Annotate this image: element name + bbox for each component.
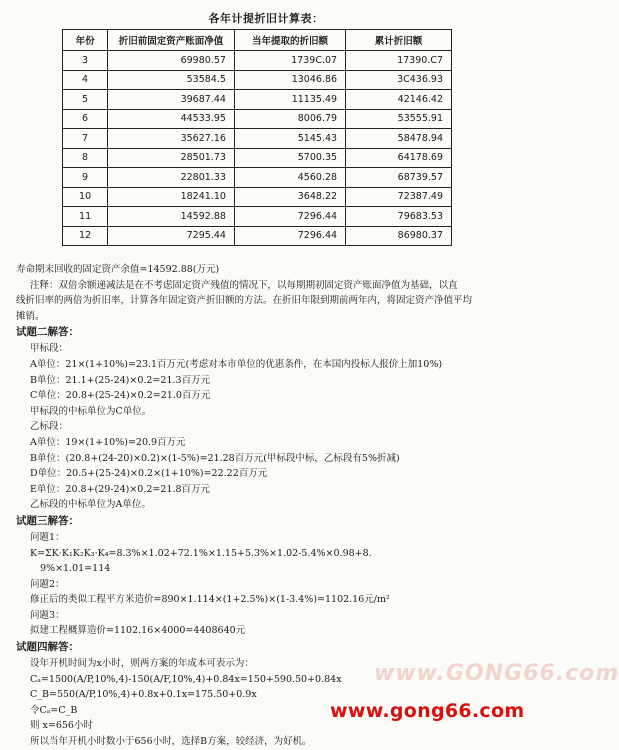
table-row	[63, 129, 452, 149]
text-line: 甲标段的中标单位为C单位。	[30, 405, 152, 417]
text-line: 乙标段的中标单位为A单位。	[30, 499, 151, 511]
table-row	[63, 148, 452, 168]
cell-net-value: 35627.16	[108, 129, 235, 149]
text-line: 问题2：	[30, 578, 65, 590]
cell-annual-depreciation: 5145.43	[234, 129, 345, 149]
text-line: 问题1：	[30, 531, 65, 543]
cell-net-value: 18241.10	[108, 187, 235, 207]
header-net-value: 折旧前固定资产账面净值	[108, 30, 235, 51]
text-line: 则 x=656小时	[30, 720, 93, 732]
cell-year: 12	[63, 226, 108, 246]
cell-annual-depreciation: 8006.79	[234, 109, 345, 129]
text-line: C单位：20.8+(25-24)×0.2=21.0百万元	[30, 390, 211, 402]
cell-cumulative-depreciation: 53555.91	[346, 109, 452, 129]
section-heading: 试题二解答：	[16, 326, 79, 339]
cell-annual-depreciation: 4560.28	[234, 168, 345, 188]
text-line: B单位：(20.8+(24-20)×0.2)×(1-5%)=21.28百万元(甲标段中标，乙标段有5%折减)	[30, 452, 400, 464]
header-year: 年份	[63, 30, 108, 51]
cell-year: 11	[63, 207, 108, 227]
depreciation-table	[62, 29, 452, 246]
section-heading: 试题四解答：	[16, 641, 79, 654]
cell-year: 3	[63, 51, 108, 71]
table-row	[63, 109, 452, 129]
text-line: E单位：20.8+(29-24)×0.2=21.8百万元	[30, 483, 211, 495]
cell-annual-depreciation: 7296.44	[234, 226, 345, 246]
text-line: 甲标段：	[30, 343, 69, 355]
cell-annual-depreciation: 5700.35	[234, 148, 345, 168]
table-header-row	[63, 30, 452, 51]
text-line: 令Cₐ=C_B	[30, 704, 78, 716]
table-body	[63, 51, 452, 246]
cell-year: 10	[63, 187, 108, 207]
text-line: 乙标段：	[30, 421, 69, 433]
cell-cumulative-depreciation: 72387.49	[346, 187, 452, 207]
cell-year: 7	[63, 129, 108, 149]
cell-year: 5	[63, 90, 108, 110]
cell-year: 6	[63, 109, 108, 129]
cell-annual-depreciation: 7296.44	[234, 207, 345, 227]
text-line: 寿命期末回收的固定资产余值=14592.88(万元)	[16, 264, 220, 275]
cell-net-value: 28501.73	[108, 148, 235, 168]
text-line: C_B=550(A/P,10%,4)+0.8x+0.1x=175.50+0.9x	[30, 689, 257, 701]
cell-annual-depreciation: 13046.86	[234, 70, 345, 90]
section-heading: 试题三解答：	[16, 514, 79, 527]
cell-cumulative-depreciation: 79683.53	[346, 207, 452, 227]
table-row	[63, 207, 452, 227]
cell-annual-depreciation: 1739C.07	[234, 51, 345, 71]
table-row	[63, 168, 452, 188]
cell-net-value: 39687.44	[108, 90, 235, 110]
cell-net-value: 44533.95	[108, 109, 235, 129]
cell-cumulative-depreciation: 17390.C7	[346, 51, 452, 71]
cell-cumulative-depreciation: 64178.69	[346, 148, 452, 168]
text-line: B单位：21.1+(25-24)×0.2=21.3百万元	[30, 374, 211, 386]
site-url: www.gong66.com	[330, 700, 525, 722]
cell-cumulative-depreciation: 3C436.93	[346, 70, 452, 90]
text-line: 问题3：	[30, 609, 65, 621]
header-annual-depreciation: 当年提取的折旧额	[234, 30, 345, 51]
cell-cumulative-depreciation: 86980.37	[346, 226, 452, 246]
text-line: D单位：20.5+(25-24)×0.2×(1+10%)=22.22百万元	[30, 468, 268, 480]
cell-annual-depreciation: 11135.49	[234, 90, 345, 110]
text-line: K=ΣK·K₁K₂K₃·K₄=8.3%×1.02+72.1%×1.15+5.3%×1.02-5.4%×0.98+8.	[30, 547, 372, 559]
cell-annual-depreciation: 3648.22	[234, 187, 345, 207]
cell-net-value: 53584.5	[108, 70, 235, 90]
watermark: www.GONG66.com	[374, 661, 619, 686]
text-line: 拟建工程概算造价=1102.16×4000=4408640元	[30, 625, 246, 637]
text-line: A单位：21×(1+10%)=23.1百万元(考虑对本市单位的优惠条件，在本国内投标人报价上加10%)	[30, 358, 443, 370]
text-line: Cₐ=1500(A/P,10%,4)-150(A/F,10%,4)+0.84x=150+590.50+0.84x	[30, 673, 342, 685]
cell-cumulative-depreciation: 42146.42	[346, 90, 452, 110]
table-row	[63, 187, 452, 207]
cell-net-value: 7295.44	[108, 226, 235, 246]
table-row	[63, 226, 452, 246]
cell-net-value: 14592.88	[108, 207, 235, 227]
table-row	[63, 51, 452, 71]
text-line: 注释：双倍余额递减法是在不考虑固定资产残值的情况下，以每期期初固定资产账面净值为基础，以直	[30, 279, 458, 291]
text-line: 所以当年开机小时数小于656小时，选择B方案，较经济，为好机。	[30, 736, 312, 748]
cell-year: 4	[63, 70, 108, 90]
text-line: 线折旧率的两倍为折旧率，计算各年固定资产折旧额的方法。在折旧年限到期前两年内，将固定资产净值平均	[16, 295, 473, 307]
text-line: 9%×1.01=114	[40, 563, 111, 575]
text-line: 摊销。	[16, 310, 45, 322]
header-cumulative-depreciation: 累计折旧额	[346, 30, 452, 51]
cell-net-value: 69980.57	[108, 51, 235, 71]
text-line: A单位：19×(1+10%)=20.9百万元	[30, 436, 186, 448]
cell-year: 9	[63, 168, 108, 188]
text-line: 设年开机时间为x小时，则两方案的年成本可表示为：	[30, 658, 254, 670]
cell-net-value: 22801.33	[108, 168, 235, 188]
cell-year: 8	[63, 148, 108, 168]
cell-cumulative-depreciation: 68739.57	[346, 168, 452, 188]
cell-cumulative-depreciation: 58478.94	[346, 129, 452, 149]
table-row	[63, 70, 452, 90]
text-line: 修正后的类似工程平方米造价=890×1.114×(1+2.5%)×(1-3.4%)=1102.16元/m²	[30, 594, 390, 606]
table-row	[63, 90, 452, 110]
table-title: 各年计提折旧计算表：	[208, 12, 324, 25]
